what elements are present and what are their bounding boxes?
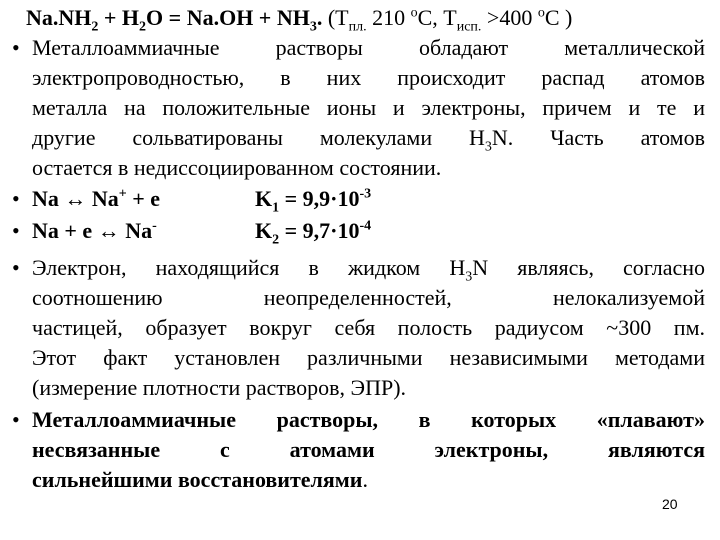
equilibrium-2: Na + e ↔ Na- [32, 218, 157, 243]
slide: $Na.NH_2 + H_2O = Na.OH + NH_3$. ($T_{пл.}$ 210 $^о$С, $T_{исп.} >400$ $^о$С ) • Металлоаммиачные растворы обладают металлической электропроводностью, в них происходит распад атомов металла на положительные ионы и электроны, причем и те и другие сольватированы молекулами $H_3N$. Часть атомов остается в недиссоциированном состоянии. • Na ↔ Na+ + e $K_1 = 9,9\cdot 10^{-3}$ • Na + e ↔ Na- $K_2 = 9,7\cdot 10^{-4}$ • Электрон, находящийся в жидком $H_3N$ являясь, согласно соотношению неопределенностей, нелокализуемой частицей, образует вокруг себя полость радиусом ~300 пм. Этот факт установлен различными независимыми методами (измерение плотности растворов, ЭПР). • Металлоаммиачные растворы, в которых «плавают» несвязанные с атомами электроны, являются сильнейшими восстановителями. 20 [12, 5, 705, 512]
page-number: 20 [662, 496, 678, 512]
bullet-marker: • [12, 35, 20, 60]
constant-k1: $K_1 = 9,9\cdot 10^{-3}$ [255, 186, 372, 216]
equation: $Na.NH_2 + H_2O = Na.OH + NH_3$. [26, 5, 323, 35]
temperatures: ($T_{пл.}$ 210 $^о$С, $T_{исп.} >400$ $^о$С ) [322, 5, 573, 35]
equilibrium-1: Na ↔ Na+ + e [32, 186, 161, 211]
bullet-marker: • [12, 218, 20, 243]
bullet-marker: • [12, 255, 20, 280]
constant-k2: $K_2 = 9,7\cdot 10^{-4}$ [255, 218, 372, 248]
bullet-marker: • [12, 407, 20, 432]
bullet-marker: • [12, 186, 20, 211]
